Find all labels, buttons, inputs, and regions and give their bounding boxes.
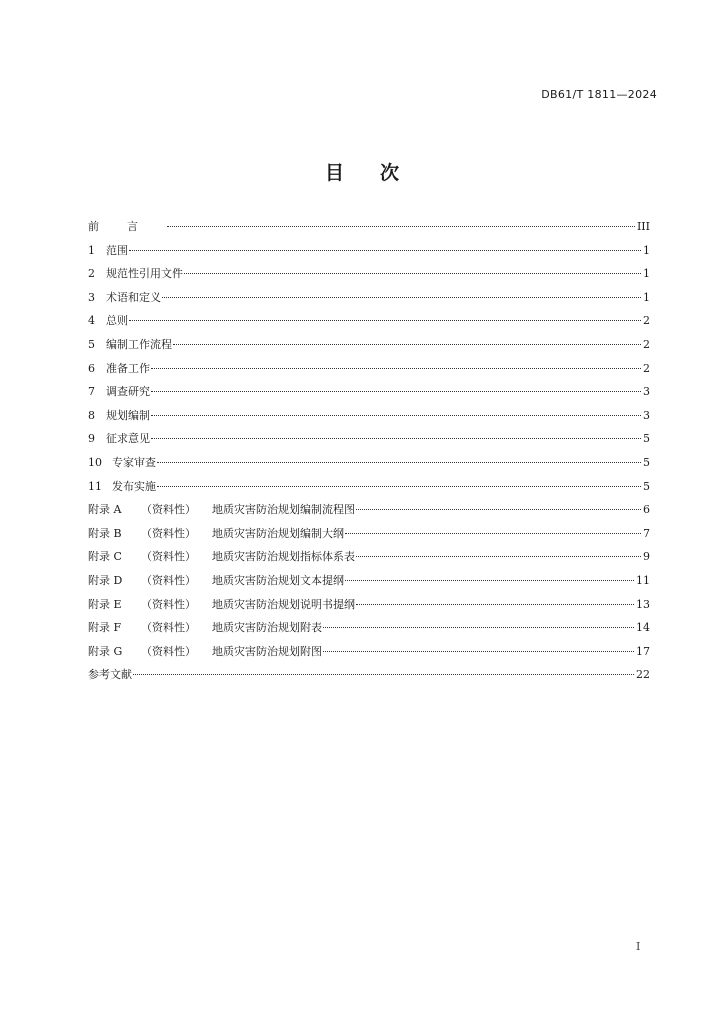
toc-entry-number: 10 bbox=[88, 455, 102, 469]
toc-entry-tag: （资料性） bbox=[141, 550, 196, 564]
toc-entry-title: 地质灾害防治规划说明书提纲 bbox=[212, 597, 355, 611]
dot-leader bbox=[151, 438, 641, 439]
toc-entry-number: 附录 B bbox=[88, 526, 122, 540]
dot-leader bbox=[323, 651, 634, 652]
toc-entry-page: III bbox=[636, 220, 650, 233]
toc-entry-page: 5 bbox=[643, 479, 650, 493]
toc-entry-title: 规范性引用文件 bbox=[106, 267, 183, 281]
toc-entry-title: 前言 bbox=[88, 220, 166, 233]
toc-entry-title: 地质灾害防治规划编制大纲 bbox=[212, 526, 344, 540]
toc-entry-tag: （资料性） bbox=[141, 644, 196, 658]
toc-entry-page: 2 bbox=[643, 314, 650, 328]
dot-leader bbox=[157, 462, 641, 463]
toc-entry-tag: （资料性） bbox=[141, 573, 196, 587]
toc-entry-page: 22 bbox=[636, 668, 650, 682]
toc-entry-number: 附录 D bbox=[88, 573, 123, 587]
dot-leader bbox=[345, 580, 634, 581]
toc-entry-title: 规划编制 bbox=[106, 408, 150, 422]
toc-entry[interactable] bbox=[88, 312, 650, 336]
dot-leader bbox=[184, 273, 641, 274]
dot-leader bbox=[129, 320, 641, 321]
page-title: 目次 bbox=[324, 162, 435, 184]
toc-entry[interactable] bbox=[88, 407, 650, 431]
toc-entry[interactable] bbox=[88, 430, 650, 454]
table-of-contents bbox=[88, 218, 650, 690]
toc-entry-title: 参考文献 bbox=[88, 668, 132, 682]
document-code: DB61/T 1811—2024 bbox=[541, 88, 657, 101]
toc-entry-number: 附录 E bbox=[88, 597, 122, 611]
toc-entry-page: 14 bbox=[636, 621, 650, 635]
toc-entry-tag: （资料性） bbox=[141, 503, 196, 517]
toc-entry-title: 地质灾害防治规划指标体系表 bbox=[212, 550, 355, 564]
toc-entry-number: 2 bbox=[88, 267, 95, 281]
toc-entry-page: 5 bbox=[643, 432, 650, 446]
toc-entry[interactable] bbox=[88, 666, 650, 690]
toc-entry-title: 编制工作流程 bbox=[106, 337, 172, 351]
page-number: I bbox=[636, 940, 641, 953]
dot-leader bbox=[151, 368, 641, 369]
dot-leader bbox=[162, 297, 641, 298]
toc-entry[interactable] bbox=[88, 289, 650, 313]
toc-entry-number: 4 bbox=[88, 314, 95, 328]
toc-entry[interactable] bbox=[88, 501, 650, 525]
toc-entry-page: 2 bbox=[643, 337, 650, 351]
toc-entry-number: 1 bbox=[88, 243, 95, 257]
toc-entry-title: 调查研究 bbox=[106, 385, 150, 399]
toc-entry-tag: （资料性） bbox=[141, 526, 196, 540]
toc-entry-page: 3 bbox=[643, 385, 650, 399]
dot-leader bbox=[356, 604, 634, 605]
toc-entry-title: 发布实施 bbox=[112, 479, 156, 493]
toc-entry-number: 附录 G bbox=[88, 644, 123, 658]
toc-entry-page: 9 bbox=[643, 550, 650, 564]
toc-entry[interactable] bbox=[88, 525, 650, 549]
toc-entry-number: 8 bbox=[88, 408, 95, 422]
toc-entry[interactable] bbox=[88, 548, 650, 572]
toc-entry-number: 附录 C bbox=[88, 550, 122, 564]
toc-entry-tag: （资料性） bbox=[141, 597, 196, 611]
toc-entry-title: 范围 bbox=[106, 243, 128, 257]
toc-entry-number: 11 bbox=[88, 479, 102, 493]
toc-entry[interactable] bbox=[88, 265, 650, 289]
toc-entry-number: 3 bbox=[88, 290, 95, 304]
dot-leader bbox=[356, 556, 641, 557]
toc-entry-title: 地质灾害防治规划附表 bbox=[212, 621, 322, 635]
toc-entry[interactable] bbox=[88, 218, 650, 242]
dot-leader bbox=[129, 250, 641, 251]
dot-leader bbox=[133, 674, 634, 675]
toc-entry-page: 17 bbox=[636, 644, 650, 658]
toc-entry-tag: （资料性） bbox=[141, 621, 196, 635]
toc-entry-title: 准备工作 bbox=[106, 361, 150, 375]
toc-entry-title: 专家审查 bbox=[112, 455, 156, 469]
toc-entry-page: 13 bbox=[636, 597, 650, 611]
toc-entry-page: 1 bbox=[643, 267, 650, 281]
toc-entry-page: 5 bbox=[643, 455, 650, 469]
dot-leader bbox=[356, 509, 641, 510]
dot-leader bbox=[151, 415, 641, 416]
toc-entry-title: 地质灾害防治规划文本提纲 bbox=[212, 573, 344, 587]
toc-entry-number: 附录 A bbox=[88, 503, 122, 517]
toc-entry[interactable] bbox=[88, 596, 650, 620]
dot-leader bbox=[151, 391, 641, 392]
dot-leader bbox=[157, 486, 641, 487]
toc-entry-page: 3 bbox=[643, 408, 650, 422]
toc-entry[interactable] bbox=[88, 360, 650, 384]
toc-entry-title: 地质灾害防治规划编制流程图 bbox=[212, 503, 355, 517]
toc-entry-page: 2 bbox=[643, 361, 650, 375]
toc-entry-page: 6 bbox=[643, 503, 650, 517]
toc-entry[interactable] bbox=[88, 619, 650, 643]
toc-entry[interactable] bbox=[88, 478, 650, 502]
toc-entry-page: 1 bbox=[643, 290, 650, 304]
toc-entry-page: 7 bbox=[643, 526, 650, 540]
toc-entry[interactable] bbox=[88, 383, 650, 407]
toc-entry[interactable] bbox=[88, 454, 650, 478]
dot-leader bbox=[167, 226, 635, 227]
dot-leader bbox=[345, 533, 641, 534]
toc-entry-title: 征求意见 bbox=[106, 432, 150, 446]
toc-entry[interactable] bbox=[88, 336, 650, 360]
toc-entry-number: 6 bbox=[88, 361, 95, 375]
toc-entry-number: 5 bbox=[88, 337, 95, 351]
toc-entry-number: 附录 F bbox=[88, 621, 122, 635]
toc-entry-title: 术语和定义 bbox=[106, 290, 161, 304]
toc-entry-title: 地质灾害防治规划附图 bbox=[212, 644, 322, 658]
toc-entry-page: 11 bbox=[636, 573, 650, 587]
toc-entry-title: 总则 bbox=[106, 314, 128, 328]
dot-leader bbox=[323, 627, 634, 628]
toc-entry[interactable] bbox=[88, 242, 650, 266]
toc-entry[interactable] bbox=[88, 643, 650, 667]
toc-entry-number: 9 bbox=[88, 432, 95, 446]
dot-leader bbox=[173, 344, 641, 345]
toc-entry[interactable] bbox=[88, 572, 650, 596]
toc-entry-number: 7 bbox=[88, 385, 95, 399]
toc-entry-page: 1 bbox=[643, 243, 650, 257]
